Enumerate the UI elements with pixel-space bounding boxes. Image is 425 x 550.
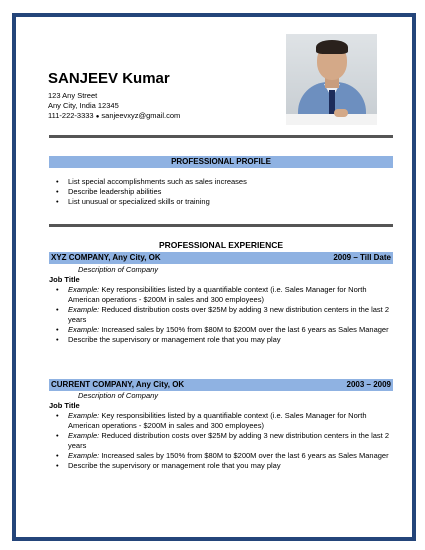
address-line-2: Any City, India 12345 [48, 101, 119, 110]
candidate-name: SANJEEV Kumar [48, 70, 170, 87]
job-title: Job Title [49, 401, 80, 410]
profile-photo [286, 34, 377, 125]
list-item: • List unusual or specialized skills or training [56, 197, 391, 207]
job-header [49, 379, 393, 391]
list-item: • Describe leadership abilities [56, 187, 391, 197]
list-item: • Describe the supervisory or management role that you may play [56, 461, 391, 471]
list-item: • Example: Increased sales by 150% from $80M to $200M over the last 6 years as Sales Manager [56, 325, 391, 335]
job-header [49, 252, 393, 264]
list-item: • Example: Increased sales by 150% from $80M to $200M over the last 6 years as Sales Manager [56, 451, 391, 461]
experience-heading: PROFESSIONAL EXPERIENCE [158, 240, 284, 250]
list-item: • Example: Key responsibilities listed by a quantifiable context (i.e. Sales Manager for North American operations - $200M in sales and 300 employees) [56, 285, 391, 305]
phone-email-line [48, 111, 180, 122]
job-bullets [56, 411, 391, 471]
job-title: Job Title [49, 275, 80, 284]
job-bullets [56, 285, 391, 345]
job-dates: 2009 – Till Date [333, 253, 391, 262]
list-item: • Example: Reduced distribution costs over $25M by adding 3 new distribution centers in the last 2 years [56, 431, 391, 451]
job-dates: 2003 – 2009 [346, 380, 391, 389]
company-description: Description of Company [78, 391, 159, 400]
resume-page [12, 13, 416, 541]
list-item: • Example: Key responsibilities listed by a quantifiable context (i.e. Sales Manager for North American operations - $200M in sales and 300 employees) [56, 411, 391, 431]
phone: 111-222-3333 [48, 111, 94, 120]
address-line-1: 123 Any Street [48, 91, 98, 100]
list-item: • Example: Reduced distribution costs over $25M by adding 3 new distribution centers in the last 2 years [56, 305, 391, 325]
list-item: • Describe the supervisory or management role that you may play [56, 335, 391, 345]
email[interactable]: sanjeevxyz@gmail.com [101, 111, 181, 120]
contact-block [48, 91, 180, 122]
company-description: Description of Company [78, 265, 159, 274]
company-name: CURRENT COMPANY, Any City, OK [51, 380, 185, 389]
profile-list [56, 177, 391, 207]
company-name: XYZ COMPANY, Any City, OK [51, 253, 161, 262]
separator-dot: ● [95, 114, 100, 120]
list-item: • List special accomplishments such as sales increases [56, 177, 391, 187]
divider-rule [49, 224, 393, 227]
profile-heading: PROFESSIONAL PROFILE [49, 156, 393, 168]
divider-rule [49, 135, 393, 138]
